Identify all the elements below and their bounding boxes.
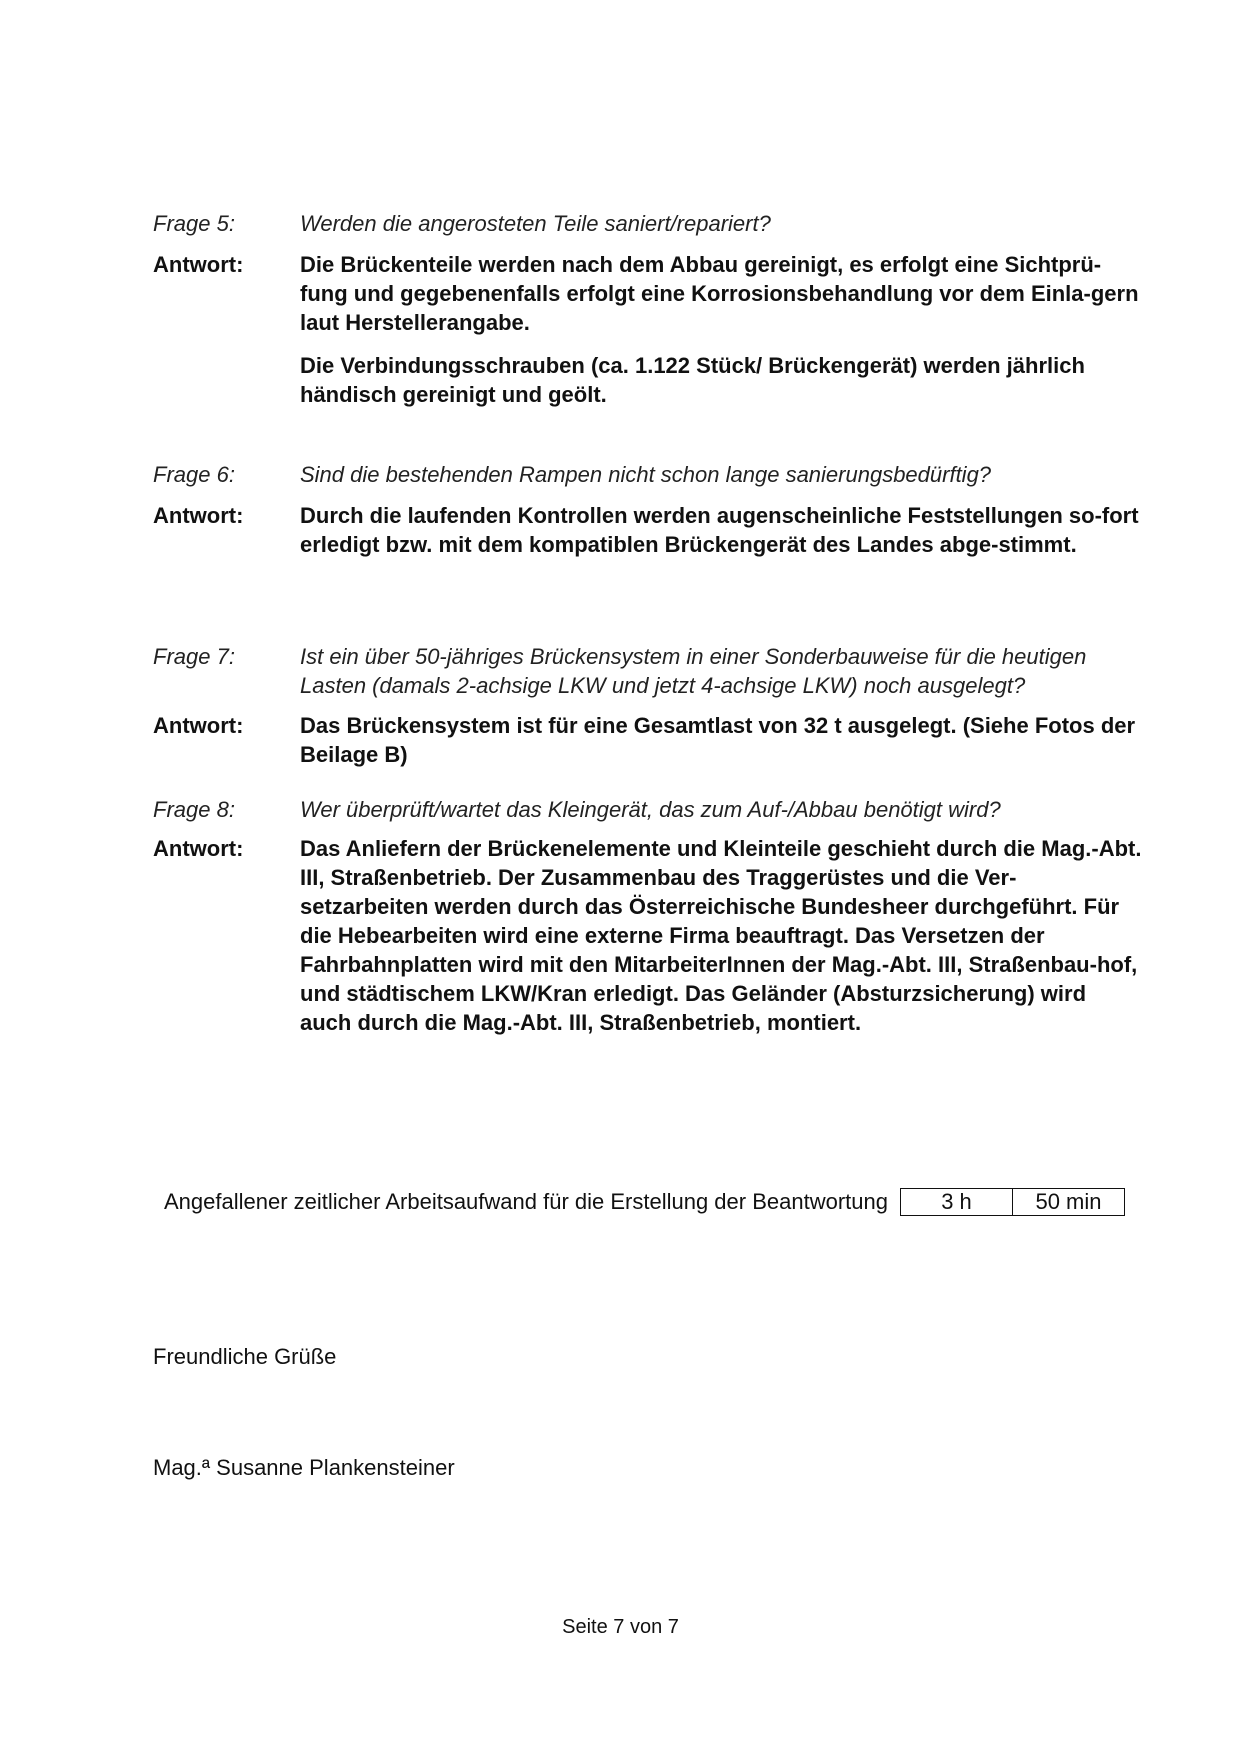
- effort-minutes: 50 min: [1012, 1189, 1124, 1216]
- answer-text: [300, 501, 1143, 559]
- answer-text: [300, 711, 1143, 769]
- question-label: Frage 6:: [153, 462, 235, 487]
- answer-label: Antwort:: [153, 503, 244, 528]
- question-6: [153, 460, 1143, 489]
- question-label: Frage 7:: [153, 644, 235, 669]
- answer-label: Antwort:: [153, 713, 244, 738]
- answer-paragraph: Das Brückensystem ist für eine Gesamtlast von 32 t ausgelegt. (Siehe Fotos der Beilage B): [300, 713, 1136, 767]
- effort-table: [900, 1188, 1125, 1216]
- question-text: Sind die bestehenden Rampen nicht schon lange sanierungsbedürftig?: [300, 462, 992, 487]
- answer-paragraph: Die Brückenteile werden nach dem Abbau gereinigt, es erfolgt eine Sichtprü-fung und gegebenenfalls erfolgt eine Korrosionsbehandlung vor dem Einla-gern laut Herstellerangabe.: [300, 252, 1139, 335]
- answer-8: [153, 834, 1143, 1037]
- answer-7: [153, 711, 1143, 769]
- question-text: Wer überprüft/wartet das Kleingerät, das zum Auf-/Abbau benötigt wird?: [300, 797, 1001, 822]
- effort-hours: 3 h: [900, 1189, 1012, 1216]
- question-8: [153, 795, 1143, 824]
- question-label: Frage 5:: [153, 211, 235, 236]
- effort-row: [164, 1188, 1125, 1216]
- answer-paragraph: Durch die laufenden Kontrollen werden augenscheinliche Feststellungen so-fort erledigt bzw. mit dem kompatiblen Brückengerät des Landes abge-stimmt.: [300, 503, 1139, 557]
- page-number: Seite 7 von 7: [562, 1616, 679, 1638]
- closing-greeting: Freundliche Grüße: [153, 1344, 337, 1369]
- signer-name: Mag.ª Susanne Plankensteiner: [153, 1455, 455, 1480]
- question-text: Ist ein über 50-jähriges Brückensystem in einer Sonderbauweise für die heutigen Lasten (damals 2-achsige LKW und jetzt 4-achsige LKW) noch ausgelegt?: [300, 644, 1087, 698]
- question-label: Frage 8:: [153, 797, 235, 822]
- answer-label: Antwort:: [153, 836, 244, 861]
- question-7: [153, 642, 1143, 700]
- answer-paragraph: Die Verbindungsschrauben (ca. 1.122 Stück/ Brückengerät) werden jährlich händisch gereinigt und geölt.: [300, 353, 1085, 407]
- question-text: Werden die angerosteten Teile saniert/repariert?: [300, 211, 771, 236]
- answer-label: Antwort:: [153, 252, 244, 277]
- answer-text: [300, 250, 1143, 409]
- effort-label: Angefallener zeitlicher Arbeitsaufwand für die Erstellung der Beantwortung: [164, 1189, 888, 1214]
- answer-text: [300, 834, 1143, 1037]
- answer-paragraph: Das Anliefern der Brückenelemente und Kleinteile geschieht durch die Mag.-Abt. III, Straßenbetrieb. Der Zusammenbau des Traggerüstes und die Ver-setzarbeiten werden durch das Österreichische Bundesheer durchgeführt. Für die Hebearbeiten wird eine externe Firma beauftragt. Das Versetzen der Fahrbahnplatten wird mit den MitarbeiterInnen der Mag.-Abt. III, Straßenbau-hof, und städtischem LKW/Kran erledigt. Das Geländer (Absturzsicherung) wird auch durch die Mag.-Abt. III, Straßenbetrieb, montiert.: [300, 836, 1142, 1035]
- question-5: [153, 209, 1143, 238]
- answer-6: [153, 501, 1143, 559]
- answer-5: [153, 250, 1143, 409]
